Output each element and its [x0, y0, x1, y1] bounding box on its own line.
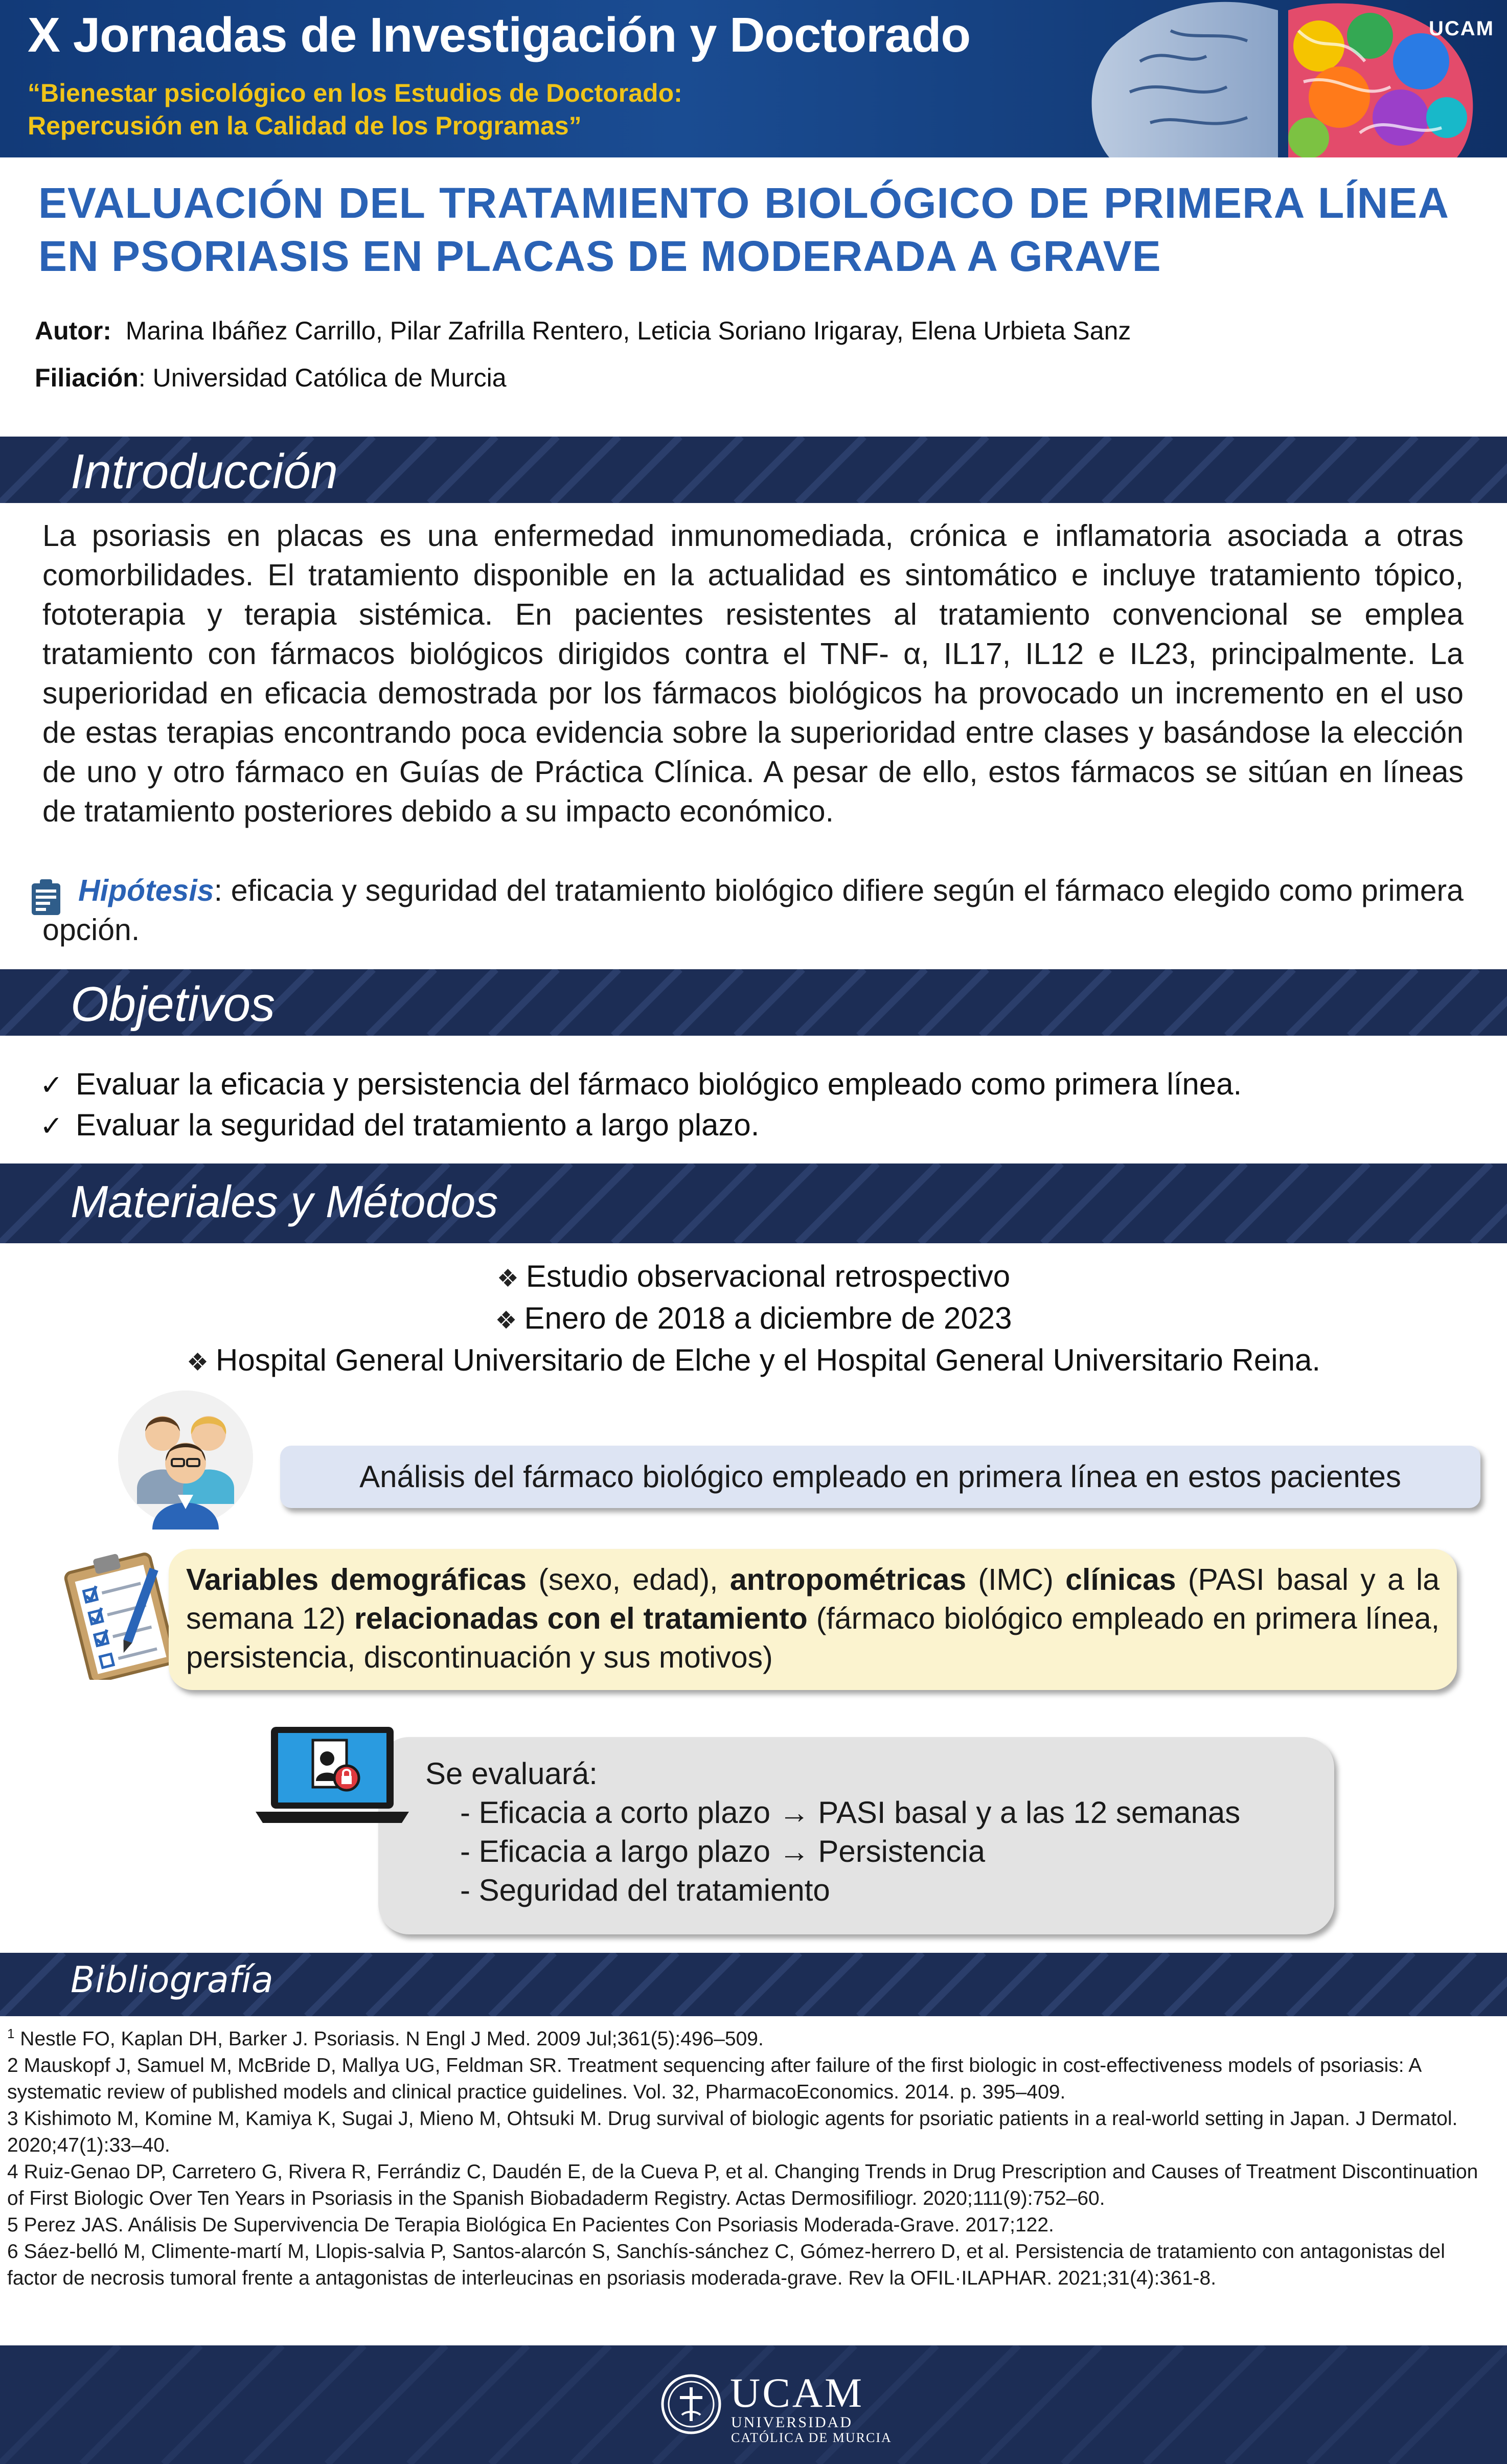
laptop-document-icon [256, 1725, 409, 1825]
variables-text-2: (IMC) [966, 1563, 1066, 1596]
evaluation-item: - Seguridad del tratamiento [460, 1873, 830, 1907]
diamond-bullet-icon: ❖ [496, 1264, 519, 1293]
evaluation-item: - Eficacia a largo plazo → Persistencia [460, 1834, 986, 1868]
checkmark-icon: ✓ [40, 1110, 63, 1142]
reference-number: 1 [7, 2026, 15, 2041]
methods-bullet-text: Hospital General Universitario de Elche y el Hospital General Universitario Reina. [216, 1343, 1320, 1377]
objective-text: Evaluar la eficacia y persistencia del fármaco biológico empleado como primera línea. [76, 1067, 1242, 1101]
section-bar-objetivos [0, 969, 1507, 1036]
variables-bold-4: relacionadas con el tratamiento [354, 1602, 808, 1635]
ucam-logo-line1: UNIVERSIDAD [731, 2414, 853, 2431]
reference-item: 4 Ruiz-Genao DP, Carretero G, Rivera R, Ferrándiz C, Daudén E, de la Cueva P, et al. Changing Trends in Drug Prescription and Causes of Treatment Discontinuation of First Biologic Over Ten Years in Psoriasis in the Spanish Biobadaderm Registry. Actas Dermosifiliogr. 2020;111(9):752–60. [7, 2161, 1478, 2209]
university-seal-icon [659, 2366, 723, 2443]
group-people-icon [117, 1386, 255, 1534]
methods-bullet-text: Estudio observacional retrospectivo [526, 1259, 1011, 1293]
list-item [40, 1105, 1242, 1146]
references-list [7, 2020, 1490, 2292]
list-item [0, 1340, 1507, 1382]
evaluation-item: - Eficacia a corto plazo → PASI basal y a las 12 semanas [460, 1795, 1241, 1830]
variables-bold-3: clínicas [1065, 1563, 1176, 1596]
reference-item: 2 Mauskopf J, Samuel M, McBride D, Mallya UG, Feldman SR. Treatment sequencing after failure of the first biologic in cost-effectiveness models of psoriasis: A systematic review of published models and clinical practice guidelines. Vol. 32, PharmacoEconomics. 2014. p. 395–409. [7, 2055, 1421, 2103]
header-banner [0, 0, 1507, 157]
section-bar-metodos [0, 1163, 1507, 1243]
variables-text-1: (sexo, edad), [527, 1563, 730, 1596]
affiliation-label: Filiación [35, 363, 139, 392]
affiliation-line [35, 363, 507, 393]
footer-bar [0, 2345, 1507, 2464]
event-subtitle-line1: “Bienestar psicológico en los Estudios de Doctorado: [28, 79, 682, 107]
ucam-logo-word: UCAM [730, 2369, 864, 2416]
section-title-bibliografia: Bibliografía [71, 1959, 273, 2001]
methods-bullet-text: Enero de 2018 a diciembre de 2023 [524, 1301, 1012, 1335]
objectives-list [40, 1064, 1242, 1146]
variables-bold-2: antropométricas [729, 1563, 967, 1596]
section-bar-bibliografia [0, 1953, 1507, 2016]
banner-logo: UCAM [1429, 17, 1494, 40]
affiliation-value: : Universidad Católica de Murcia [138, 363, 507, 392]
methods-bullets [0, 1257, 1507, 1382]
objective-text: Evaluar la seguridad del tratamiento a largo plazo. [76, 1108, 760, 1142]
reference-text: Nestle FO, Kaplan DH, Barker J. Psoriasis. N Engl J Med. 2009 Jul;361(5):496–509. [14, 2028, 764, 2050]
list-item [0, 1298, 1507, 1340]
author-names: Marina Ibáñez Carrillo, Pilar Zafrilla Rentero, Leticia Soriano Irigaray, Elena Urbieta Sanz [125, 316, 1131, 345]
reference-item: 6 Sáez-belló M, Climente-martí M, Llopis-salvia P, Santos-alarcón S, Sanchís-sánchez C, Gómez-herrero D, et al. Persistencia de tratamiento con antagonistas del factor de necrosis tumoral frente a antagonistas de interleucinas en psoriasis moderada-grave. Rev la OFIL·ILAPHAR. 2021;31(4):361-8. [7, 2241, 1445, 2289]
section-bar-introduccion [0, 437, 1507, 503]
hypothesis-text: : eficacia y seguridad del tratamiento biológico difiere según el fármaco elegido como primera opción. [42, 874, 1464, 947]
hypothesis-label: Hipótesis [78, 874, 214, 907]
section-title-objetivos: Objetivos [71, 977, 276, 1032]
analysis-box: Análisis del fármaco biológico empleado en primera línea en estos pacientes [280, 1446, 1480, 1508]
event-subtitle [28, 77, 682, 142]
hypothesis-paragraph [42, 871, 1464, 950]
section-title-metodos: Materiales y Métodos [71, 1176, 498, 1227]
variables-bold-1: Variables demográficas [186, 1563, 527, 1596]
checklist-clipboard-icon [60, 1546, 183, 1680]
event-subtitle-line2: Repercusión en la Calidad de los Programas” [28, 111, 582, 140]
poster-title: EVALUACIÓN DEL TRATAMIENTO BIOLÓGICO DE PRIMERA LÍNEA EN PSORIASIS EN PLACAS DE MODERADA A GRAVE [38, 179, 1449, 280]
intro-paragraph: La psoriasis en placas es una enfermedad inmunomediada, crónica e inflamatoria asociada a otras comorbilidades. El tratamiento disponible en la actualidad es sintomático e incluye tratamiento tópico, fototerapia y terapia sistémica. En pacientes resistentes al tratamiento convencional se emplea tratamiento con fármacos biológicos dirigidos contra el TNF- α, IL17, IL12 e IL23, principalmente. La superioridad en eficacia demostrada por los fármacos biológicos ha provocado un incremento en el uso de estas terapias encontrando poca evidencia sobre la superioridad entre clases y basándose la elección de uno y otro fármaco en Guías de Práctica Clínica. A pesar de ello, estos fármacos se sitúan en líneas de tratamiento posteriores debido a su impacto económico. [42, 519, 1464, 828]
variables-text-4: (fármaco biológico empleado en primera línea, persistencia, discontinuación y sus motivos) [186, 1602, 1440, 1674]
reference-item: 5 Perez JAS. Análisis De Supervivencia De Terapia Biológica En Pacientes Con Psoriasis Moderada-Grave. 2017;122. [7, 2214, 1054, 2236]
list-item [0, 1257, 1507, 1298]
checkmark-icon: ✓ [40, 1069, 63, 1101]
variables-box [169, 1549, 1457, 1690]
author-label: Autor: [35, 316, 111, 345]
author-line [35, 316, 1131, 346]
evaluation-heading: Se evaluará: [425, 1756, 598, 1791]
reference-item: 3 Kishimoto M, Komine M, Kamiya K, Sugai J, Mieno M, Ohtsuki M. Drug survival of biologic agents for psoriatic patients in a real-world setting in Japan. J Dermatol. 2020;47(1):33–40. [7, 2108, 1458, 2156]
event-title: X Jornadas de Investigación y Doctorado [28, 8, 971, 62]
variables-text-3: (PASI basal y a la semana 12) [186, 1563, 1440, 1635]
diamond-bullet-icon: ❖ [187, 1348, 209, 1377]
reference-item [7, 2020, 1490, 2052]
evaluation-box [378, 1737, 1334, 1934]
ucam-logo-line2: CATÓLICA DE MURCIA [731, 2430, 892, 2445]
list-item [40, 1064, 1242, 1105]
section-title-introduccion: Introducción [71, 444, 338, 499]
diamond-bullet-icon: ❖ [495, 1306, 517, 1335]
